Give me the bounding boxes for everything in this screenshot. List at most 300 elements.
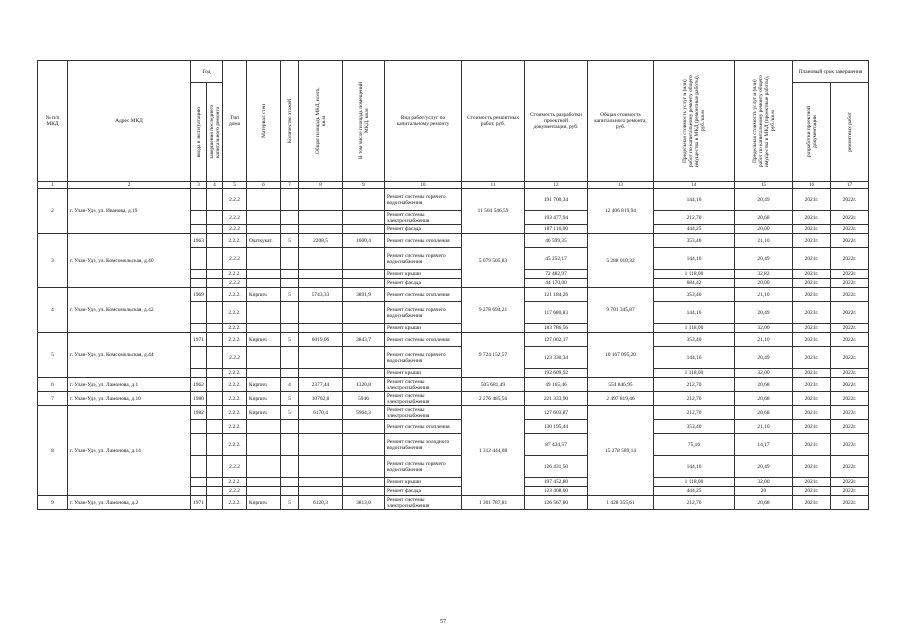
plan-design-year: 2021г. [793,248,831,270]
wall-material-empty [247,456,281,478]
work-type: Ремонт системы электроснабжения [385,211,462,225]
house-type: 2.2.2. [223,378,247,392]
residential-area-empty [343,487,385,496]
house-num: 9 [38,496,68,510]
design-cost: 127 002,17 [525,333,588,347]
floors-empty [281,279,299,288]
design-cost: 117 680,83 [525,302,588,324]
plan-works-year: 2022г. [831,270,869,279]
year-repair [207,378,223,392]
plan-works-year: 2022г. [831,392,869,406]
house-num: 6 [38,378,68,392]
total-area-empty [299,347,343,369]
plan-works-year: 2022г. [831,302,869,324]
limit-design: 20,49 [735,456,793,478]
total-cost: 10 167 095,20 [588,333,654,378]
plan-works-year: 2022г. [831,225,869,234]
year-repair [207,234,223,248]
year-repair-empty [207,478,223,487]
limit-works: 1 118,00 [654,324,735,333]
limit-works: 1 118,00 [654,270,735,279]
header-plan-works: ремонтных работ [831,83,869,182]
table-body [38,189,869,510]
year-repair [207,406,223,420]
total-area-empty [299,487,343,496]
limit-works: 684,42 [654,279,735,288]
residential-area: 3891,9 [343,288,385,302]
floors [281,189,299,211]
design-cost: 123 408,00 [525,487,588,496]
floors-empty [281,487,299,496]
year-repair-empty [207,369,223,378]
plan-design-year: 2021г. [793,369,831,378]
table-row [38,406,869,420]
total-area: 10702,8 [299,392,343,406]
limit-works: 212,70 [654,392,735,406]
design-cost: 183 786,56 [525,324,588,333]
floors: 5 [281,392,299,406]
design-cost: 193 477,94 [525,211,588,225]
table-row [38,234,869,248]
work-type: Ремонт крыши [385,324,462,333]
table-row [38,189,869,211]
limit-works: 1 118,00 [654,478,735,487]
column-number: 4 [207,182,223,189]
house-num: 3 [38,234,68,288]
design-cost: 121 184,26 [525,288,588,302]
plan-works-year: 2022г. [831,279,869,288]
header-limit-works: Предельная стоимость услуг и (или) работ по капитальному ремонту общего имущества в МКД (ремонтные работы), руб./кв.м [654,61,735,182]
limit-design: 21,10 [735,333,793,347]
year-commission: 1982 [191,406,207,420]
plan-works-year: 2022г. [831,333,869,347]
year-repair-empty [207,248,223,270]
column-number: 13 [588,182,654,189]
plan-design-year: 2021г. [793,478,831,487]
work-type: Ремонт системы отопления [385,234,462,248]
year-commission: 1971 [191,496,207,510]
header-year-last-repair: завершения последнего капитального ремонта [207,83,223,182]
residential-area: 5964,3 [343,406,385,420]
residential-area: 3843,7 [343,333,385,347]
floors-empty [281,270,299,279]
plan-works-year: 2022г. [831,211,869,225]
limit-works: 353,40 [654,234,735,248]
total-area: 6019,06 [299,333,343,347]
limit-design: 20,49 [735,302,793,324]
total-area: 2377,44 [299,378,343,392]
plan-works-year: 2022г. [831,288,869,302]
limit-design: 20,00 [735,225,793,234]
limit-works: 144,16 [654,302,735,324]
limit-works: 1 118,00 [654,369,735,378]
document-sheet [37,60,868,510]
work-type: Ремонт системы электроснабжения [385,406,462,420]
design-cost: 126 431,50 [525,456,588,478]
house-address: г. Улан-Удэ, ул. Ламонова, д.1 [68,378,191,392]
wall-material-empty [247,211,281,225]
table-row [38,392,869,406]
floors-empty [281,248,299,270]
work-type: Ремонт системы электроснабжения [385,378,462,392]
design-cost: 126 567,80 [525,496,588,510]
limit-works: 353,40 [654,420,735,434]
design-cost: 44 170,00 [525,279,588,288]
work-type: Ремонт системы горячего водоснабжения [385,347,462,369]
plan-design-year: 2021г. [793,392,831,406]
year-commission-empty [191,434,207,456]
house-type: 2.2.2. [223,420,247,434]
year-commission-empty [191,369,207,378]
house-type: 2.2.2 [223,487,247,496]
residential-area-empty [343,478,385,487]
work-type: Ремонт системы холодного водоснабжения [385,434,462,456]
year-commission-empty [191,211,207,225]
wall-material-empty [247,324,281,333]
house-type: 2.2.2. [223,302,247,324]
plan-design-year: 2021г. [793,225,831,234]
total-cost: 2 497 819,46 [588,392,654,406]
limit-design: 32,00 [735,369,793,378]
column-number-row [38,182,869,189]
plan-design-year: 2021г. [793,487,831,496]
wall-material-empty [247,478,281,487]
floors-empty [281,347,299,369]
limit-works: 212,70 [654,378,735,392]
total-area-empty [299,302,343,324]
residential-area-empty [343,456,385,478]
floors-empty [281,420,299,434]
year-repair-empty [207,324,223,333]
work-cost: 5 079 505,83 [462,234,525,288]
plan-design-year: 2021г. [793,333,831,347]
residential-area-empty [343,270,385,279]
year-commission-empty [191,279,207,288]
year-commission-empty [191,478,207,487]
year-commission-empty [191,324,207,333]
total-cost: 1 428 355,61 [588,496,654,510]
plan-design-year: 2021г. [793,456,831,478]
year-commission: 1969 [191,288,207,302]
house-type: 2.2.2. [223,434,247,456]
column-number: 3 [191,182,207,189]
design-cost: 191 700,34 [525,189,588,211]
work-type: Ремонт фасада [385,487,462,496]
residential-area-empty [343,225,385,234]
house-num: 7 [38,392,68,406]
header-plan-design: разработки проектной документации [793,83,831,182]
year-repair-empty [207,302,223,324]
plan-design-year: 2021г. [793,324,831,333]
design-cost: 46 599,35 [525,234,588,248]
capital-repair-table [37,60,869,510]
page-number: 57 [440,619,446,625]
plan-design-year: 2021г. [793,496,831,510]
residential-area: 1600,4 [343,234,385,248]
residential-area-empty [343,248,385,270]
year-repair-empty [207,487,223,496]
residential-area-empty [343,211,385,225]
design-cost: 127 603,87 [525,406,588,420]
column-number: 1 [38,182,68,189]
residential-area [343,189,385,211]
header-total-area: Общая площадь МКД, всего, кв.м [299,61,343,182]
year-repair-empty [207,420,223,434]
house-type: 2.2.2. [223,270,247,279]
work-type: Ремонт фасада [385,225,462,234]
work-type: Ремонт системы горячего водоснабжения [385,302,462,324]
year-repair [207,288,223,302]
total-cost: 9 701 345,87 [588,288,654,333]
header-year-commission: ввода в эксплуатацию [191,83,207,182]
design-cost: 123 330,34 [525,347,588,369]
header-num: № п/п МКД [38,61,68,182]
total-area-empty [299,279,343,288]
work-type: Ремонт крыши [385,369,462,378]
floors: 4 [281,378,299,392]
design-cost: 192 609,92 [525,369,588,378]
total-area-empty [299,211,343,225]
plan-works-year: 2022г. [831,189,869,211]
year-commission [191,189,207,211]
plan-design-year: 2021г. [793,434,831,456]
plan-design-year: 2021г. [793,378,831,392]
house-address: г. Улан-Удэ, ул. Комсомольская, д.40 [68,234,191,288]
floors-empty [281,478,299,487]
floors-empty [281,369,299,378]
wall-material: Кирпич [247,496,281,510]
total-area-empty [299,248,343,270]
plan-design-year: 2021г. [793,279,831,288]
total-area-empty [299,420,343,434]
design-cost: 49 165,46 [525,378,588,392]
table-header [38,61,869,189]
year-repair [207,392,223,406]
wall-material [247,189,281,211]
wall-material: Кирпич [247,406,281,420]
work-type: Ремонт системы отопления [385,288,462,302]
year-repair-empty [207,456,223,478]
header-floors: Количество этажей [281,61,299,182]
work-type: Ремонт системы горячего водоснабжения [385,456,462,478]
limit-design: 20,49 [735,189,793,211]
house-type: 2.2.2. [223,333,247,347]
house-type: 2.2.2. [223,478,247,487]
plan-works-year: 2022г. [831,234,869,248]
design-cost: 130 195,44 [525,420,588,434]
total-area [299,189,343,211]
year-repair [207,189,223,211]
work-cost: 1 301 787,81 [462,496,525,510]
limit-design: 21,10 [735,234,793,248]
wall-material-empty [247,434,281,456]
header-limit-design: Предельная стоимость услуг и (или) работ по капитальному ремонту общего имущества в МКД (проектные работы), руб./кв.м [735,61,793,182]
floors-empty [281,211,299,225]
house-type: 2.2.2. [223,234,247,248]
house-type: 2.2.2. [223,369,247,378]
design-cost: 72 482,97 [525,270,588,279]
plan-design-year: 2021г. [793,347,831,369]
plan-design-year: 2021г. [793,270,831,279]
year-commission: 1980 [191,392,207,406]
limit-design: 32,00 [735,478,793,487]
wall-material: Кирпич [247,392,281,406]
floors: 5 [281,234,299,248]
header-address: Адрес МКД [68,61,191,182]
column-number: 8 [299,182,343,189]
limit-design: 20 [735,487,793,496]
plan-works-year: 2022г. [831,434,869,456]
table-row [38,333,869,347]
year-commission-empty [191,225,207,234]
total-area-empty [299,369,343,378]
total-cost: 554 846,95 [588,378,654,392]
limit-design: 20,68 [735,378,793,392]
total-cost: 12 406 819,94 [588,189,654,234]
house-type: 2.2.2 [223,456,247,478]
wall-material-empty [247,279,281,288]
residential-area-empty [343,279,385,288]
year-repair [207,496,223,510]
limit-design: 20,49 [735,347,793,369]
total-cost: 15 278 589,14 [588,406,654,496]
limit-works: 353,40 [654,333,735,347]
year-commission-empty [191,270,207,279]
plan-design-year: 2021г. [793,234,831,248]
work-type: Ремонт системы отопления [385,420,462,434]
total-area: 2208,5 [299,234,343,248]
limit-design: 14,17 [735,434,793,456]
house-address: г. Улан-Удэ, ул. Ламонова, д.14 [68,406,191,496]
total-area-empty [299,225,343,234]
wall-material-empty [247,487,281,496]
wall-material-empty [247,302,281,324]
limit-works: 144,16 [654,189,735,211]
year-commission-empty [191,347,207,369]
plan-works-year: 2022г. [831,478,869,487]
work-type: Ремонт системы горячего водоснабжения [385,189,462,211]
header-plan-group: Плановый срок завершения [793,61,869,83]
column-number: 16 [793,182,831,189]
wall-material-empty [247,248,281,270]
plan-design-year: 2021г. [793,211,831,225]
house-num: 5 [38,333,68,378]
work-type: Ремонт фасада [385,279,462,288]
wall-material-empty [247,347,281,369]
limit-works: 144,16 [654,248,735,270]
house-address: г. Улан-Удэ, ул. Ламонова, д.2 [68,496,191,510]
year-repair-empty [207,270,223,279]
limit-works: 144,16 [654,456,735,478]
plan-works-year: 2022г. [831,248,869,270]
house-type: 2.2.2 [223,347,247,369]
header-total-cost: Общая стоимость капитального ремонта, руб. [588,61,654,182]
house-type: 2.2.2 [223,211,247,225]
plan-works-year: 2022г. [831,420,869,434]
residential-area-empty [343,347,385,369]
total-area-empty [299,456,343,478]
house-num: 2 [38,189,68,234]
house-type: 2.2.2 [223,189,247,211]
plan-design-year: 2021г. [793,420,831,434]
house-type: 2.2.2 [223,279,247,288]
plan-works-year: 2022г. [831,406,869,420]
plan-works-year: 2022г. [831,487,869,496]
limit-design: 21,10 [735,288,793,302]
house-type: 2.2.2. [223,324,247,333]
house-type: 2.2.2 [223,248,247,270]
residential-area-empty [343,434,385,456]
plan-design-year: 2021г. [793,302,831,324]
wall-material: Ошткукат. [247,234,281,248]
limit-works: 212,70 [654,496,735,510]
floors-empty [281,302,299,324]
floors-empty [281,456,299,478]
column-number: 7 [281,182,299,189]
year-repair-empty [207,434,223,456]
limit-works: 212,70 [654,406,735,420]
limit-works: 144,16 [654,347,735,369]
design-cost: 187 116,00 [525,225,588,234]
plan-works-year: 2022г. [831,496,869,510]
column-number: 9 [343,182,385,189]
limit-works: 353,40 [654,288,735,302]
residential-area-empty [343,369,385,378]
house-type: 2.2.2. [223,288,247,302]
limit-design: 20,00 [735,279,793,288]
residential-area-empty [343,324,385,333]
wall-material: Кирпич [247,378,281,392]
limit-design: 20,68 [735,406,793,420]
year-repair-empty [207,225,223,234]
work-type: Ремонт крыши [385,270,462,279]
floors: 5 [281,333,299,347]
table-row [38,288,869,302]
work-cost: 2 276 485,56 [462,392,525,406]
header-wall-material: Материал стен [247,61,281,182]
floors: 5 [281,496,299,510]
column-number: 10 [385,182,462,189]
column-number: 15 [735,182,793,189]
limit-design: 20,68 [735,211,793,225]
table-row [38,378,869,392]
work-cost: 9 278 694,21 [462,288,525,333]
residential-area: 3813,0 [343,496,385,510]
floors-empty [281,225,299,234]
work-type: Ремонт системы отопления [385,333,462,347]
total-area-empty [299,434,343,456]
house-address: г. Улан-Удэ, ул. Комсомольская, д.42 [68,288,191,333]
header-year-group: Год [191,61,223,83]
house-type: 2.2.2. [223,392,247,406]
limit-design: 32,82 [735,270,793,279]
house-num: 4 [38,288,68,333]
floors-empty [281,324,299,333]
work-type: Ремонт системы электроснабжения [385,392,462,406]
total-area-empty [299,270,343,279]
column-number: 17 [831,182,869,189]
house-address: г. Улан-Удэ, ул. Комсомольская, д.44 [68,333,191,378]
header-design-cost: Стоимость разработки проектной документации, руб. [525,61,588,182]
limit-design: 20,68 [735,496,793,510]
total-area: 6120,3 [299,496,343,510]
limit-works: 444,25 [654,225,735,234]
work-cost: 505 681,49 [462,378,525,392]
total-area-empty [299,324,343,333]
house-num: 8 [38,406,68,496]
table-row [38,496,869,510]
plan-works-year: 2022г. [831,324,869,333]
